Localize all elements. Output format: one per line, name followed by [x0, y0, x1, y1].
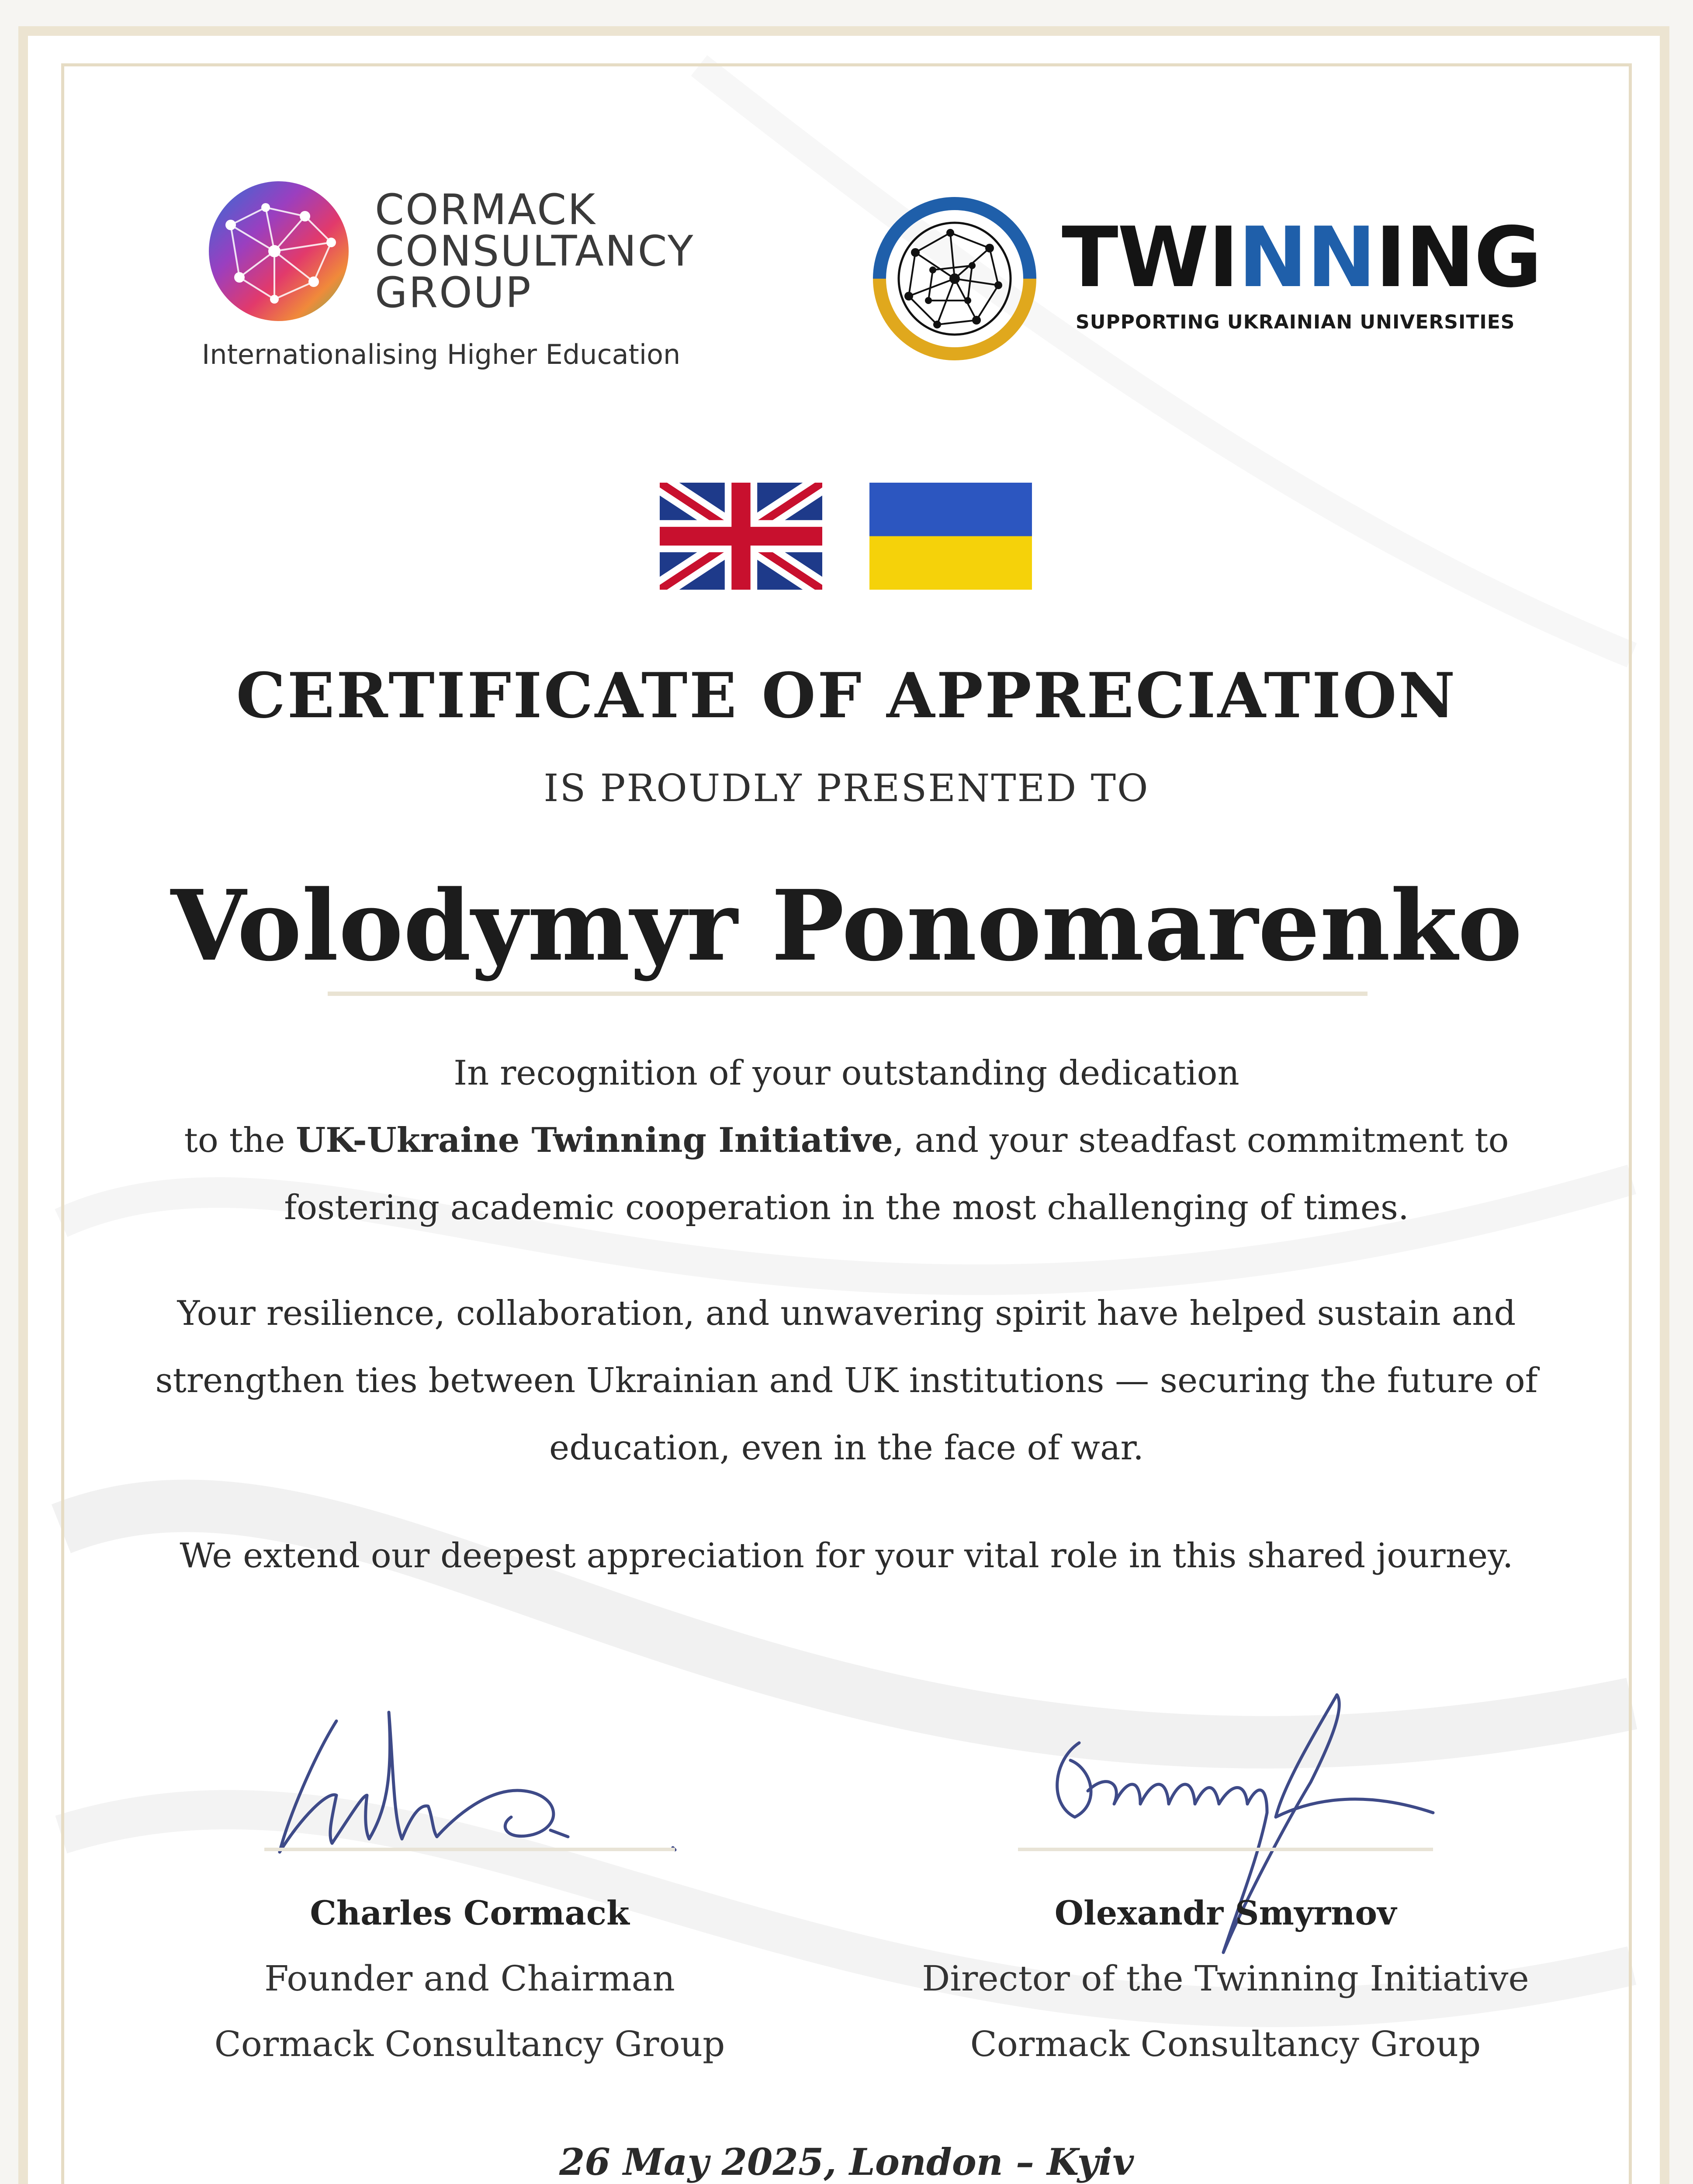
- cormack-logo-line1: CORMACK: [375, 185, 597, 234]
- globe-network-icon: [204, 177, 353, 325]
- cormack-logo-line2: CONSULTANCY: [375, 227, 695, 276]
- date-place: 26 May 2025, London – Kyiv: [559, 2140, 1134, 2184]
- ukraine-flag-icon: [869, 483, 1032, 590]
- signatory-right: [854, 1880, 1597, 2077]
- initiative-name: UK-Ukraine Twinning Initiative: [296, 1120, 893, 1160]
- twinning-globe-icon: [867, 191, 1042, 366]
- p1-line3: fostering academic cooperation in the most challenging of times.: [284, 1188, 1409, 1227]
- twinning-subtitle: SUPPORTING UKRAINIAN UNIVERSITIES: [1076, 311, 1515, 333]
- signatory-org: Cormack Consultancy Group: [970, 2024, 1481, 2064]
- p2-line3: education, even in the face of war.: [549, 1428, 1144, 1468]
- p2-line2: strengthen ties between Ukrainian and UK institutions — securing the future of: [155, 1361, 1538, 1400]
- signature-charles-cormack: [262, 1686, 699, 1887]
- twinning-logo-word: TWINNING: [1062, 209, 1541, 306]
- p1-line2: to the UK-Ukraine Twinning Initiative, and your steadfast commitment to: [184, 1120, 1509, 1160]
- body-paragraph-3: We extend our deepest appreciation for your vital role in this shared journey.: [180, 1536, 1513, 1576]
- signatory-left: [98, 1880, 841, 2077]
- cormack-tagline: Internationalising Higher Education: [202, 339, 681, 370]
- p1-line1: In recognition of your outstanding dedication: [454, 1054, 1239, 1093]
- cormack-logo-line3: GROUP: [375, 268, 532, 317]
- name-underline: [328, 992, 1368, 996]
- certificate-title: CERTIFICATE OF APPRECIATION: [236, 660, 1457, 732]
- recipient-name: Volodymyr Ponomarenko: [170, 869, 1523, 983]
- signatory-org: Cormack Consultancy Group: [214, 2024, 725, 2064]
- signatory-role: Founder and Chairman: [264, 1958, 675, 1999]
- signatory-name: Charles Cormack: [310, 1894, 630, 1932]
- uk-flag-icon: [660, 483, 822, 590]
- signatory-name: Olexandr Smyrnov: [1054, 1894, 1397, 1932]
- body-paragraph-2: [0, 1280, 1693, 1482]
- presented-to-label: IS PROUDLY PRESENTED TO: [544, 767, 1149, 810]
- signature-line-left: [264, 1848, 675, 1851]
- signature-line-right: [1018, 1848, 1433, 1851]
- signatory-role: Director of the Twinning Initiative: [922, 1958, 1529, 1999]
- p2-line1: Your resilience, collaboration, and unwavering spirit have helped sustain and: [177, 1294, 1516, 1333]
- body-paragraph-1: [0, 1040, 1693, 1241]
